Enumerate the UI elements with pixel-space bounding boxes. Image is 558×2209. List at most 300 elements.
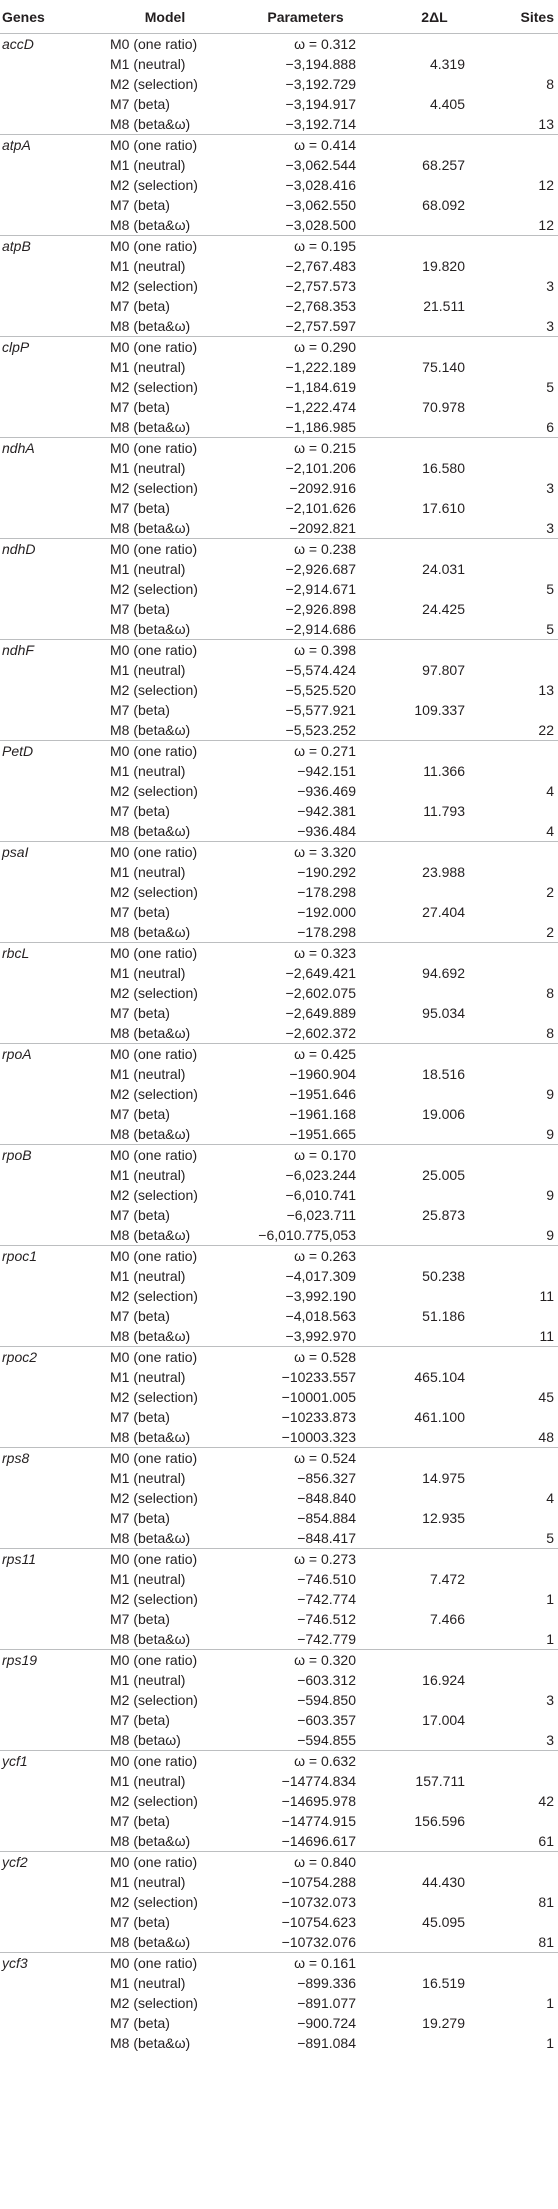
model-cell: M2 (selection) (110, 1389, 198, 1405)
sites-cell (493, 660, 558, 680)
table-row (0, 2013, 558, 2033)
gene-name-cell (0, 761, 95, 781)
parameters-cell: −891.084 (297, 2035, 356, 2051)
parameters-cell: −2,926.898 (285, 601, 356, 617)
sites-cell (493, 741, 558, 762)
delta-l-cell (376, 175, 493, 195)
delta-l-cell: 51.186 (422, 1308, 465, 1324)
delta-l-cell (376, 1387, 493, 1407)
table-row (0, 862, 558, 882)
gene-name-cell (0, 417, 95, 438)
model-cell: M0 (one ratio) (95, 1448, 235, 1469)
parameters-cell: −3,028.416 (285, 177, 356, 193)
model-cell: M8 (beta&ω) (110, 217, 191, 233)
delta-l-cell (376, 1993, 493, 2013)
sites-cell: 48 (538, 1429, 554, 1445)
delta-l-cell (376, 781, 493, 801)
delta-l-cell (376, 539, 493, 560)
table-row (0, 680, 558, 700)
model-cell: M7 (beta) (110, 1005, 170, 1021)
parameters-cell: ω = 0.840 (235, 1852, 376, 1873)
delta-l-cell (376, 1953, 493, 1974)
table-row (0, 1266, 558, 1286)
table-row (0, 539, 558, 560)
table-row (0, 175, 558, 195)
table-row (0, 34, 558, 55)
table-row (0, 1730, 558, 1751)
delta-l-cell: 97.807 (422, 662, 465, 678)
delta-l-cell (376, 1892, 493, 1912)
gene-name-cell (0, 1872, 95, 1892)
gene-name-cell (0, 1023, 95, 1044)
model-cell: M1 (neutral) (110, 864, 186, 880)
model-cell: M0 (one ratio) (95, 539, 235, 560)
gene-name-cell (0, 175, 95, 195)
gene-name-cell (0, 963, 95, 983)
parameters-cell: −2,768.353 (285, 298, 356, 314)
table-row (0, 94, 558, 114)
delta-l-cell (376, 34, 493, 55)
model-cell: M8 (beta&ω) (110, 2035, 191, 2051)
sites-cell: 61 (538, 1833, 554, 1849)
gene-name-cell: rps8 (0, 1448, 95, 1469)
model-cell: M0 (one ratio) (95, 438, 235, 459)
sites-cell (493, 54, 558, 74)
model-cell: M8 (beta&ω) (110, 419, 191, 435)
sites-cell (493, 438, 558, 459)
parameters-cell: −10754.623 (281, 1914, 356, 1930)
sites-cell: 8 (546, 985, 554, 1001)
model-cell: M8 (beta&ω) (110, 1328, 191, 1344)
parameters-cell: −3,992.970 (285, 1328, 356, 1344)
model-cell: M0 (one ratio) (95, 1549, 235, 1570)
parameters-cell: −2,757.573 (285, 278, 356, 294)
parameters-cell: −6,023.711 (286, 1207, 356, 1223)
parameters-cell: −3,194.917 (285, 96, 356, 112)
table-row (0, 1003, 558, 1023)
table-row (0, 1185, 558, 1205)
table-row (0, 781, 558, 801)
delta-l-cell: 19.279 (422, 2015, 465, 2031)
table-row (0, 1468, 558, 1488)
table-row (0, 1629, 558, 1650)
parameters-cell: −1960.904 (289, 1066, 356, 1082)
delta-l-cell (376, 1831, 493, 1852)
gene-name-cell: clpP (0, 337, 95, 358)
table-row (0, 417, 558, 438)
gene-name-cell (0, 781, 95, 801)
gene-name-cell (0, 1569, 95, 1589)
parameters-cell: −2,649.421 (285, 965, 356, 981)
parameters-cell: −891.077 (297, 1995, 356, 2011)
gene-name-cell (0, 1387, 95, 1407)
parameters-cell: −178.298 (297, 884, 356, 900)
table-body (0, 34, 558, 2054)
parameters-cell: −848.840 (297, 1490, 356, 1506)
gene-name-cell (0, 1771, 95, 1791)
parameters-cell: −3,028.500 (285, 217, 356, 233)
gene-name-cell (0, 1730, 95, 1751)
parameters-cell: −10001.005 (281, 1389, 356, 1405)
model-cell: M0 (one ratio) (95, 741, 235, 762)
delta-l-cell: 16.924 (422, 1672, 465, 1688)
model-cell: M1 (neutral) (110, 763, 186, 779)
sites-cell (493, 34, 558, 55)
sites-cell: 4 (546, 783, 554, 799)
model-cell: M0 (one ratio) (95, 640, 235, 661)
delta-l-cell (376, 215, 493, 236)
parameters-cell: −603.312 (297, 1672, 356, 1688)
gene-name-cell (0, 518, 95, 539)
parameters-cell: −3,062.544 (285, 157, 356, 173)
table-row (0, 54, 558, 74)
table-row (0, 74, 558, 94)
gene-name-cell (0, 215, 95, 236)
delta-l-cell (376, 943, 493, 964)
sites-cell (493, 1650, 558, 1671)
gene-name-cell (0, 478, 95, 498)
parameters-cell: −5,574.424 (285, 662, 356, 678)
delta-l-cell: 461.100 (414, 1409, 465, 1425)
sites-cell (493, 1549, 558, 1570)
sites-cell (493, 700, 558, 720)
sites-cell (493, 640, 558, 661)
delta-l-cell (376, 1326, 493, 1347)
gene-name-cell (0, 1407, 95, 1427)
model-cell: M8 (beta&ω) (110, 1530, 191, 1546)
sites-cell (493, 1367, 558, 1387)
table-row (0, 458, 558, 478)
model-cell: M1 (neutral) (110, 258, 186, 274)
table-row (0, 518, 558, 539)
parameters-cell: −742.779 (297, 1631, 356, 1647)
model-cell: M0 (one ratio) (95, 1650, 235, 1671)
gene-name-cell: ycf2 (0, 1852, 95, 1873)
parameters-cell: −942.151 (297, 763, 356, 779)
parameters-cell: ω = 0.414 (235, 135, 376, 156)
sites-cell: 12 (538, 177, 554, 193)
parameters-cell: −3,194.888 (285, 56, 356, 72)
gene-name-cell (0, 1185, 95, 1205)
delta-l-cell: 68.092 (422, 197, 465, 213)
parameters-cell: ω = 0.263 (235, 1246, 376, 1267)
delta-l-cell: 11.793 (423, 803, 465, 819)
delta-l-cell (376, 922, 493, 943)
table-row (0, 741, 558, 762)
delta-l-cell: 16.519 (422, 1975, 465, 1991)
table-row (0, 296, 558, 316)
model-cell: M7 (beta) (110, 298, 170, 314)
sites-cell (493, 1872, 558, 1892)
gene-name-cell (0, 882, 95, 902)
table-row (0, 114, 558, 135)
sites-cell (493, 1448, 558, 1469)
parameters-cell: ω = 0.323 (235, 943, 376, 964)
table-row (0, 1246, 558, 1267)
parameters-cell: −1,222.189 (285, 359, 356, 375)
sites-cell (493, 155, 558, 175)
parameters-cell: −14695.978 (281, 1793, 356, 1809)
model-cell: M8 (beta&ω) (110, 823, 191, 839)
parameters-cell: −936.484 (297, 823, 356, 839)
table-row (0, 215, 558, 236)
table-row (0, 1569, 558, 1589)
model-cell: M0 (one ratio) (95, 135, 235, 156)
parameters-cell: −1,222.474 (285, 399, 356, 415)
model-cell: M2 (selection) (110, 278, 198, 294)
table-row (0, 943, 558, 964)
delta-l-cell (376, 619, 493, 640)
sites-cell (493, 256, 558, 276)
table-row (0, 1549, 558, 1570)
table-row (0, 1710, 558, 1730)
gene-name-cell: rpoc1 (0, 1246, 95, 1267)
delta-l-cell: 18.516 (422, 1066, 465, 1082)
table-row (0, 1306, 558, 1326)
gene-name-cell: rps19 (0, 1650, 95, 1671)
table-row (0, 1145, 558, 1166)
gene-name-cell: ndhA (0, 438, 95, 459)
table-row (0, 1791, 558, 1811)
table-row (0, 720, 558, 741)
gene-name-cell: atpA (0, 135, 95, 156)
gene-name-cell (0, 1811, 95, 1831)
table-row (0, 1488, 558, 1508)
parameters-cell: −1951.665 (289, 1126, 356, 1142)
model-cell: M2 (selection) (110, 1490, 198, 1506)
table-row (0, 801, 558, 821)
sites-cell (493, 1973, 558, 1993)
parameters-cell: −3,192.714 (285, 116, 356, 132)
table-row (0, 1932, 558, 1953)
sites-cell: 81 (538, 1934, 554, 1950)
delta-l-cell (376, 417, 493, 438)
model-cell: M8 (beta&ω) (110, 1631, 191, 1647)
gene-name-cell (0, 1710, 95, 1730)
model-cell: M7 (beta) (110, 1409, 170, 1425)
delta-l-cell (376, 377, 493, 397)
delta-l-cell: 75.140 (422, 359, 465, 375)
parameters-cell: −1961.168 (289, 1106, 356, 1122)
model-cell: M1 (neutral) (110, 965, 186, 981)
sites-cell: 9 (546, 1187, 554, 1203)
delta-l-cell: 95.034 (422, 1005, 465, 1021)
parameters-cell: ω = 0.290 (235, 337, 376, 358)
delta-l-cell (376, 579, 493, 599)
model-cell: M1 (neutral) (110, 1369, 186, 1385)
parameters-cell: −2,926.687 (285, 561, 356, 577)
model-cell: M0 (one ratio) (95, 1852, 235, 1873)
parameters-cell: −899.336 (297, 1975, 356, 1991)
gene-name-cell (0, 1326, 95, 1347)
model-cell: M8 (beta&ω) (110, 1429, 191, 1445)
gene-name-cell (0, 458, 95, 478)
model-cell: M0 (one ratio) (95, 1347, 235, 1368)
parameters-cell: −848.417 (297, 1530, 356, 1546)
header-model: Model (95, 0, 235, 34)
sites-cell (493, 1508, 558, 1528)
delta-l-cell: 70.978 (422, 399, 465, 415)
model-cell: M2 (selection) (110, 480, 198, 496)
gene-name-cell (0, 579, 95, 599)
model-cell: M1 (neutral) (110, 56, 186, 72)
table-row (0, 821, 558, 842)
table-row (0, 1286, 558, 1306)
parameters-cell: −1,184.619 (285, 379, 356, 395)
delta-l-cell (376, 1084, 493, 1104)
table-row (0, 195, 558, 215)
model-cell: M7 (beta) (110, 1510, 170, 1526)
delta-l-cell (376, 438, 493, 459)
parameters-cell: −936.469 (297, 783, 356, 799)
gene-name-cell (0, 1528, 95, 1549)
model-cell: M7 (beta) (110, 1914, 170, 1930)
model-cell: M1 (neutral) (110, 1066, 186, 1082)
model-cell: M2 (selection) (110, 1995, 198, 2011)
model-cell: M8 (betaω) (110, 1732, 181, 1748)
sites-cell (493, 236, 558, 257)
table-row (0, 337, 558, 358)
parameters-cell: −5,577.921 (285, 702, 356, 718)
gene-name-cell (0, 1973, 95, 1993)
parameters-cell: −2,101.206 (285, 460, 356, 476)
delta-l-cell (376, 1023, 493, 1044)
header-genes: Genes (0, 0, 95, 34)
parameters-cell: −10732.073 (281, 1894, 356, 1910)
parameters-cell: ω = 0.161 (235, 1953, 376, 1974)
sites-cell (493, 1044, 558, 1065)
delta-l-cell (376, 1730, 493, 1751)
sites-cell (493, 1165, 558, 1185)
model-cell: M1 (neutral) (110, 359, 186, 375)
gene-name-cell (0, 357, 95, 377)
gene-name-cell (0, 1690, 95, 1710)
parameters-cell: −192.000 (297, 904, 356, 920)
gene-name-cell (0, 1064, 95, 1084)
gene-name-cell (0, 1124, 95, 1145)
model-cell: M7 (beta) (110, 601, 170, 617)
gene-name-cell (0, 377, 95, 397)
model-cell: M8 (beta&ω) (110, 520, 191, 536)
sites-cell (493, 135, 558, 156)
table-row (0, 1650, 558, 1671)
delta-l-cell: 11.366 (423, 763, 465, 779)
model-cell: M2 (selection) (110, 985, 198, 1001)
delta-l-cell (376, 1185, 493, 1205)
model-cell: M7 (beta) (110, 197, 170, 213)
table-row (0, 761, 558, 781)
sites-cell (493, 1751, 558, 1772)
parameters-cell: ω = 0.273 (235, 1549, 376, 1570)
model-cell: M1 (neutral) (110, 1167, 186, 1183)
sites-cell: 8 (546, 76, 554, 92)
table-row (0, 963, 558, 983)
model-cell: M8 (beta&ω) (110, 1025, 191, 1041)
model-cell: M7 (beta) (110, 96, 170, 112)
table-row (0, 1670, 558, 1690)
sites-cell (493, 1912, 558, 1932)
gene-name-cell (0, 680, 95, 700)
table-row (0, 1367, 558, 1387)
sites-cell (493, 902, 558, 922)
delta-l-cell (376, 680, 493, 700)
sites-cell: 5 (546, 621, 554, 637)
sites-cell (493, 1145, 558, 1166)
model-cell: M0 (one ratio) (95, 1953, 235, 1974)
sites-cell (493, 458, 558, 478)
table-row (0, 1387, 558, 1407)
gene-name-cell: ndhF (0, 640, 95, 661)
table-row (0, 700, 558, 720)
delta-l-cell: 156.596 (414, 1813, 465, 1829)
parameters-cell: −746.510 (297, 1571, 356, 1587)
parameters-cell: −5,525.520 (285, 682, 356, 698)
gene-name-cell (0, 1468, 95, 1488)
gene-name-cell (0, 316, 95, 337)
parameters-cell: −3,192.729 (285, 76, 356, 92)
gene-name-cell (0, 1791, 95, 1811)
sites-cell: 5 (546, 1530, 554, 1546)
table-row (0, 599, 558, 619)
model-cell: M0 (one ratio) (95, 943, 235, 964)
delta-l-cell: 50.238 (422, 1268, 465, 1284)
delta-l-cell (376, 316, 493, 337)
delta-l-cell (376, 1225, 493, 1246)
table-row (0, 1225, 558, 1246)
parameters-cell: ω = 0.238 (235, 539, 376, 560)
gene-name-cell (0, 821, 95, 842)
table-row (0, 619, 558, 640)
table-row (0, 2033, 558, 2053)
model-cell: M7 (beta) (110, 1207, 170, 1223)
model-cell: M2 (selection) (110, 682, 198, 698)
model-cell: M0 (one ratio) (110, 36, 198, 52)
table-row (0, 1528, 558, 1549)
parameters-cell: −10233.873 (281, 1409, 356, 1425)
model-cell: M7 (beta) (110, 1813, 170, 1829)
delta-l-cell: 94.692 (422, 965, 465, 981)
model-cell: M1 (neutral) (110, 1874, 186, 1890)
parameters-cell: −742.774 (297, 1591, 356, 1607)
gene-name-cell (0, 700, 95, 720)
parameters-cell: −2,649.889 (285, 1005, 356, 1021)
delta-l-cell (376, 720, 493, 741)
delta-l-cell (376, 135, 493, 156)
sites-cell: 6 (546, 419, 554, 435)
table-row (0, 640, 558, 661)
delta-l-cell (376, 1427, 493, 1448)
table-row (0, 1831, 558, 1852)
table-row (0, 1771, 558, 1791)
parameters-cell: −900.724 (297, 2015, 356, 2031)
delta-l-cell: 14.975 (422, 1470, 465, 1486)
sites-cell: 9 (546, 1227, 554, 1243)
gene-name-cell: psaI (0, 842, 95, 863)
delta-l-cell: 24.031 (422, 561, 465, 577)
parameters-cell: ω = 0.170 (235, 1145, 376, 1166)
sites-cell (493, 296, 558, 316)
delta-l-cell: 19.006 (422, 1106, 465, 1122)
sites-cell: 5 (546, 379, 554, 395)
delta-l-cell: 21.511 (423, 298, 465, 314)
gene-name-cell (0, 1932, 95, 1953)
parameters-cell: ω = 0.271 (235, 741, 376, 762)
table-row (0, 1448, 558, 1469)
parameters-cell: −10233.557 (281, 1369, 356, 1385)
model-cell: M2 (selection) (110, 379, 198, 395)
model-cell: M2 (selection) (110, 1288, 198, 1304)
gene-name-cell (0, 1670, 95, 1690)
